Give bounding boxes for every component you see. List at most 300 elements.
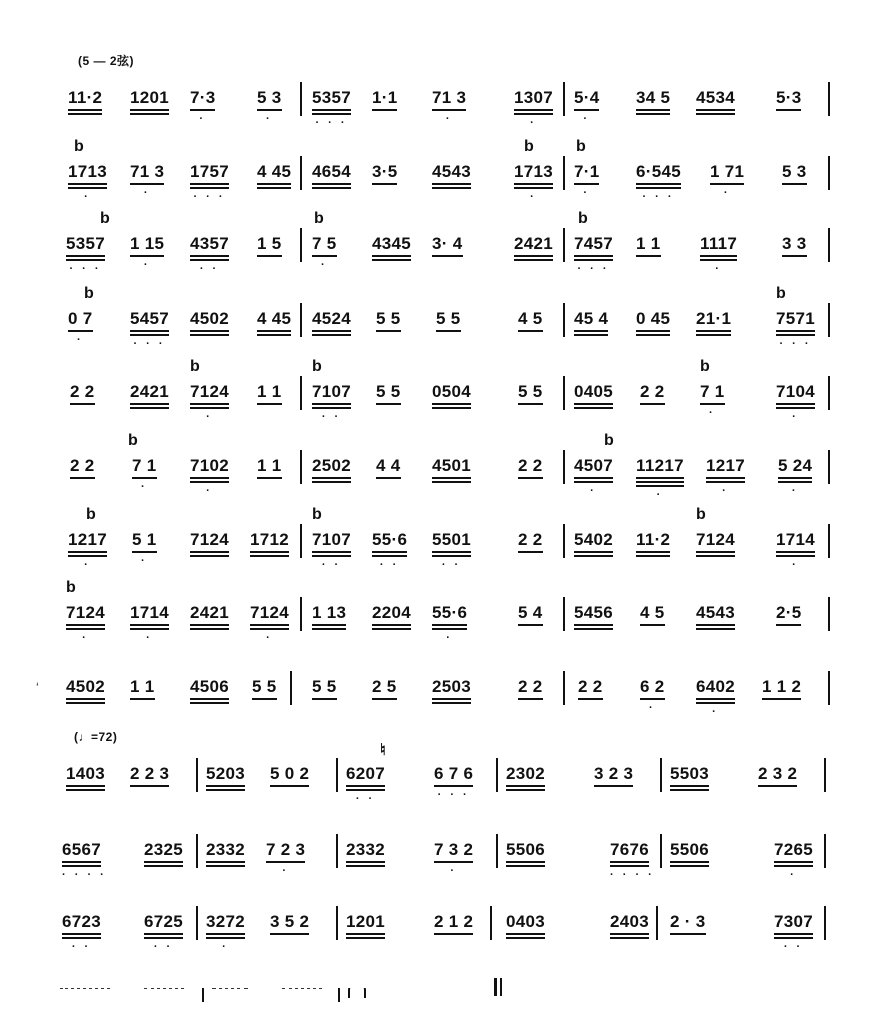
- note-group: [774, 912, 814, 953]
- underline-beam: [696, 109, 735, 111]
- underline-beam: [257, 477, 282, 479]
- cropped-notes: [144, 988, 184, 992]
- note-digits: 5501: [432, 530, 472, 549]
- underline-beam: [432, 628, 467, 630]
- note-digits: 7104: [776, 382, 816, 401]
- note-digits: 4345: [372, 234, 412, 253]
- note-digits: 2403: [610, 912, 650, 931]
- underline-beam: [574, 624, 613, 626]
- note-digits: 2332: [346, 840, 386, 859]
- note-group: [696, 530, 735, 550]
- flat-accidental: b: [314, 210, 324, 227]
- underline-beam: [130, 334, 169, 336]
- octave-dots: ·: [722, 485, 729, 497]
- note-group: [312, 88, 352, 129]
- underline-beam: [696, 551, 735, 553]
- note-group: [62, 912, 102, 953]
- barline: [824, 834, 826, 868]
- note-group: [710, 162, 745, 199]
- note-group: [432, 88, 467, 125]
- underline-beam: [696, 330, 731, 332]
- note-group: [144, 840, 183, 860]
- underline-beam: [66, 785, 105, 787]
- barline: [300, 524, 302, 558]
- note-group: [514, 88, 554, 129]
- underline-beam: [574, 403, 613, 405]
- note-group: [640, 677, 665, 714]
- note-group: [252, 677, 277, 697]
- note-digits: 4502: [190, 309, 230, 328]
- note-group: [372, 162, 397, 182]
- underline-beam: [432, 403, 471, 405]
- note-digits: 1 1: [257, 382, 282, 401]
- underline-beam: [372, 698, 397, 700]
- note-digits: 5 1: [132, 530, 157, 549]
- underline-beam: [346, 789, 385, 791]
- flat-accidental: b: [190, 358, 200, 375]
- note-digits: 5 24: [778, 456, 813, 475]
- note-group: [434, 764, 474, 801]
- note-digits: 2 2: [518, 530, 543, 549]
- margin-mark: ʻ: [36, 680, 39, 695]
- barline: [828, 671, 830, 705]
- note-group: [670, 840, 709, 860]
- octave-dots: ·: [792, 559, 799, 571]
- underline-beam: [706, 477, 745, 479]
- underline-beam: [66, 628, 105, 630]
- underline-beam: [506, 789, 545, 791]
- note-digits: 7676: [610, 840, 650, 859]
- underline-beam: [574, 477, 613, 479]
- note-digits: 4501: [432, 456, 472, 475]
- cropped-notes: [416, 988, 496, 991]
- underline-beam: [190, 481, 229, 483]
- note-group: [782, 234, 807, 254]
- note-digits: 7124: [190, 382, 230, 401]
- barline: [563, 671, 565, 705]
- underline-beam: [206, 937, 245, 939]
- octave-dots: · · ·: [577, 263, 610, 275]
- underline-beam: [700, 403, 725, 405]
- final-barline: [500, 978, 502, 996]
- note-digits: 1·1: [372, 88, 398, 107]
- underline-beam: [670, 861, 709, 863]
- note-digits: 2 2: [70, 382, 95, 401]
- note-group: [518, 677, 543, 697]
- note-group: [432, 530, 472, 571]
- note-digits: 4 45: [257, 162, 292, 181]
- note-digits: 2503: [432, 677, 472, 696]
- underline-beam: [372, 624, 411, 626]
- underline-beam: [610, 937, 649, 939]
- underline-beam: [190, 259, 229, 261]
- underline-beam: [130, 698, 155, 700]
- underline-beam: [696, 624, 735, 626]
- note-group: [372, 677, 397, 697]
- note-digits: 0504: [432, 382, 472, 401]
- note-digits: 1 5: [257, 234, 282, 253]
- barline: [563, 450, 565, 484]
- score-row: [0, 506, 893, 571]
- octave-dots: ·: [792, 411, 799, 423]
- note-digits: 5 0 2: [270, 764, 310, 783]
- underline-beam: [130, 183, 164, 185]
- note-group: [312, 162, 351, 182]
- underline-beam: [130, 330, 169, 332]
- note-group: [776, 603, 801, 623]
- underline-beam: [130, 407, 169, 409]
- note-digits: 1 71: [710, 162, 745, 181]
- underline-beam: [190, 407, 229, 409]
- octave-dots: ·: [530, 191, 537, 203]
- note-group: [518, 456, 543, 476]
- note-digits: 5 5: [376, 382, 401, 401]
- barline: [300, 82, 302, 116]
- octave-dots: ·: [143, 187, 151, 199]
- note-digits: 3 5 2: [270, 912, 310, 931]
- note-digits: 7 3 2: [434, 840, 474, 859]
- note-digits: 5457: [130, 309, 170, 328]
- barline: [290, 671, 292, 705]
- note-digits: 5 5: [436, 309, 461, 328]
- underline-beam: [130, 624, 169, 626]
- underline-beam: [670, 785, 709, 787]
- note-digits: 4 5: [640, 603, 665, 622]
- underline-beam: [434, 861, 473, 863]
- underline-beam: [574, 551, 613, 553]
- underline-beam: [782, 183, 807, 185]
- underline-beam: [574, 481, 613, 483]
- note-digits: 0405: [574, 382, 614, 401]
- note-group: [66, 764, 105, 784]
- note-group: [610, 912, 649, 932]
- barline: [656, 906, 658, 940]
- tempo-marking: (♩=72): [74, 730, 118, 744]
- score-row: [0, 88, 893, 128]
- octave-dots: ·: [708, 407, 716, 419]
- note-group: [130, 162, 165, 199]
- note-group: [574, 88, 600, 125]
- flat-accidental: b: [312, 506, 322, 523]
- natural-accidental: ♮: [380, 742, 386, 759]
- note-group: [130, 88, 169, 108]
- note-group: [270, 764, 309, 784]
- note-digits: 55·6: [372, 530, 408, 549]
- octave-dots: ·: [143, 259, 151, 271]
- underline-beam: [776, 551, 815, 553]
- underline-beam: [610, 933, 649, 935]
- note-digits: 4534: [696, 88, 736, 107]
- underline-beam: [506, 785, 545, 787]
- note-group: [432, 603, 468, 644]
- underline-beam: [696, 555, 735, 557]
- underline-beam: [144, 865, 183, 867]
- octave-dots: · · ·: [642, 191, 675, 203]
- note-group: [758, 764, 797, 784]
- note-digits: 3272: [206, 912, 246, 931]
- underline-beam: [257, 187, 291, 189]
- barline: [563, 156, 565, 190]
- note-digits: 4654: [312, 162, 352, 181]
- note-group: [206, 912, 246, 953]
- octave-dots: ·: [445, 113, 453, 125]
- note-digits: 5 5: [312, 677, 337, 696]
- underline-beam: [696, 628, 735, 630]
- underline-beam: [670, 789, 709, 791]
- flat-accidental: b: [700, 358, 710, 375]
- note-group: [312, 456, 351, 476]
- underline-beam: [636, 481, 684, 483]
- underline-beam: [774, 933, 813, 935]
- flat-accidental: b: [776, 285, 786, 302]
- underline-beam: [270, 785, 309, 787]
- note-group: [376, 382, 401, 402]
- note-group: [636, 309, 670, 329]
- underline-beam: [758, 785, 797, 787]
- underline-beam: [346, 937, 385, 939]
- note-group: [130, 382, 169, 402]
- underline-beam: [250, 555, 289, 557]
- underline-beam: [132, 551, 157, 553]
- underline-beam: [696, 334, 731, 336]
- note-group: [70, 456, 95, 476]
- underline-beam: [190, 551, 229, 553]
- note-digits: 11·2: [636, 530, 671, 549]
- underline-beam: [346, 933, 385, 935]
- note-digits: 6207: [346, 764, 386, 783]
- underline-beam: [130, 403, 169, 405]
- barline: [828, 82, 830, 116]
- note-group: [434, 912, 473, 932]
- note-group: [68, 309, 93, 346]
- barline: [828, 376, 830, 410]
- underline-beam: [372, 551, 407, 553]
- underline-beam: [372, 183, 397, 185]
- barline: [496, 758, 498, 792]
- underline-beam: [250, 624, 289, 626]
- note-group: [190, 603, 229, 623]
- score-row: [0, 432, 893, 501]
- note-group: [257, 88, 282, 125]
- note-group: [257, 309, 291, 329]
- underline-beam: [70, 403, 95, 405]
- note-digits: 1714: [776, 530, 816, 549]
- underline-beam: [762, 698, 801, 700]
- underline-beam: [434, 785, 473, 787]
- octave-dots: ·: [84, 191, 91, 203]
- underline-beam: [518, 698, 543, 700]
- octave-dots: · · ·: [193, 191, 226, 203]
- note-digits: 5203: [206, 764, 246, 783]
- note-digits: 1307: [514, 88, 554, 107]
- note-digits: 1714: [130, 603, 170, 622]
- octave-dots: · · · ·: [62, 869, 107, 881]
- underline-beam: [670, 865, 709, 867]
- note-group: [506, 912, 545, 932]
- flat-accidental: b: [74, 138, 84, 155]
- underline-beam: [346, 861, 385, 863]
- underline-beam: [312, 109, 351, 111]
- flat-accidental: b: [604, 432, 614, 449]
- underline-beam: [514, 113, 553, 115]
- underline-beam: [578, 698, 603, 700]
- note-group: [700, 234, 738, 275]
- underline-beam: [574, 334, 608, 336]
- note-digits: 3·5: [372, 162, 398, 181]
- underline-beam: [778, 481, 812, 483]
- underline-beam: [257, 109, 282, 111]
- underline-beam: [636, 183, 681, 185]
- flat-accidental: b: [312, 358, 322, 375]
- underline-beam: [432, 477, 471, 479]
- underline-beam: [257, 183, 291, 185]
- barline: [490, 906, 492, 940]
- barline: [563, 228, 565, 262]
- barline: [300, 303, 302, 337]
- note-digits: 7457: [574, 234, 614, 253]
- note-digits: 2 2: [70, 456, 95, 475]
- underline-beam: [68, 330, 93, 332]
- note-group: [636, 530, 670, 550]
- underline-beam: [62, 861, 101, 863]
- note-digits: 5 4: [518, 603, 543, 622]
- note-digits: 1713: [514, 162, 554, 181]
- octave-dots: ·: [715, 263, 722, 275]
- note-digits: 2 2: [578, 677, 603, 696]
- string-tuning-marking: (5 — 2弦): [78, 54, 135, 68]
- barline: [828, 597, 830, 631]
- octave-dots: ·: [206, 411, 213, 423]
- final-barline: [494, 978, 497, 996]
- note-group: [518, 603, 543, 623]
- note-digits: 1201: [346, 912, 386, 931]
- note-digits: 2204: [372, 603, 412, 622]
- underline-beam: [312, 624, 346, 626]
- underline-beam: [190, 187, 229, 189]
- octave-dots: ·: [583, 113, 591, 125]
- barline: [300, 450, 302, 484]
- note-group: [190, 382, 230, 423]
- underline-beam: [62, 937, 101, 939]
- octave-dots: ·: [648, 702, 656, 714]
- score-row: [0, 579, 893, 644]
- note-group: [312, 530, 352, 571]
- barline: [300, 228, 302, 262]
- note-group: [670, 764, 709, 784]
- note-digits: 1713: [68, 162, 108, 181]
- note-digits: 3· 4: [432, 234, 463, 253]
- underline-beam: [68, 183, 107, 185]
- octave-dots: · · ·: [315, 117, 348, 129]
- note-digits: 2 2: [518, 456, 543, 475]
- note-group: [257, 382, 282, 402]
- octave-dots: ·: [206, 485, 213, 497]
- note-digits: 0 7: [68, 309, 93, 328]
- note-group: [636, 88, 670, 108]
- note-group: [696, 603, 735, 623]
- underline-beam: [778, 477, 812, 479]
- note-digits: 5503: [670, 764, 710, 783]
- underline-beam: [636, 109, 670, 111]
- underline-beam: [190, 698, 229, 700]
- note-digits: 1217: [68, 530, 108, 549]
- note-digits: 1757: [190, 162, 230, 181]
- cropped-notes: [212, 988, 248, 992]
- underline-beam: [250, 628, 289, 630]
- octave-dots: ·: [84, 559, 91, 571]
- note-digits: 2 1 2: [434, 912, 474, 931]
- note-group: [250, 530, 289, 550]
- note-digits: 1201: [130, 88, 170, 107]
- note-group: [518, 530, 543, 550]
- underline-beam: [66, 698, 105, 700]
- octave-dots: ·: [790, 869, 797, 881]
- underline-beam: [574, 330, 608, 332]
- barline: [336, 758, 338, 792]
- note-digits: 2421: [514, 234, 554, 253]
- underline-beam: [312, 330, 351, 332]
- note-digits: 7107: [312, 382, 352, 401]
- note-group: [257, 456, 282, 476]
- note-digits: 11217: [636, 456, 684, 475]
- note-digits: 5 5: [376, 309, 401, 328]
- note-digits: 7124: [696, 530, 736, 549]
- note-group: [190, 88, 216, 125]
- note-group: [610, 840, 655, 881]
- note-digits: 5·3: [776, 88, 802, 107]
- underline-beam: [66, 789, 105, 791]
- underline-beam: [432, 555, 471, 557]
- octave-dots: ·: [723, 187, 731, 199]
- underline-beam: [376, 403, 401, 405]
- underline-beam: [518, 477, 543, 479]
- note-group: [206, 764, 245, 784]
- note-digits: 2·5: [776, 603, 802, 622]
- underline-beam: [436, 330, 461, 332]
- note-group: [506, 764, 545, 784]
- score-row: [0, 677, 893, 717]
- note-digits: 5 5: [518, 382, 543, 401]
- underline-beam: [432, 702, 471, 704]
- underline-beam: [514, 109, 553, 111]
- barline: [196, 758, 198, 792]
- note-group: [372, 234, 411, 254]
- octave-dots: · ·: [783, 941, 804, 953]
- note-group: [130, 603, 170, 644]
- score-row: [0, 138, 893, 203]
- note-group: [696, 309, 731, 329]
- underline-beam: [640, 624, 665, 626]
- note-group: [696, 677, 736, 718]
- underline-beam: [574, 555, 613, 557]
- barline: [196, 834, 198, 868]
- note-group: [762, 677, 801, 697]
- note-digits: 5·4: [574, 88, 600, 107]
- note-group: [636, 456, 684, 501]
- note-group: [776, 309, 816, 350]
- note-digits: 2 2: [640, 382, 665, 401]
- underline-beam: [68, 109, 102, 111]
- note-group: [66, 234, 106, 275]
- underline-beam: [574, 407, 613, 409]
- note-digits: 1117: [700, 234, 738, 253]
- underline-beam: [514, 259, 553, 261]
- underline-beam: [432, 183, 471, 185]
- note-group: [436, 309, 461, 329]
- underline-beam: [190, 628, 229, 630]
- barline: [563, 303, 565, 337]
- underline-beam: [574, 183, 599, 185]
